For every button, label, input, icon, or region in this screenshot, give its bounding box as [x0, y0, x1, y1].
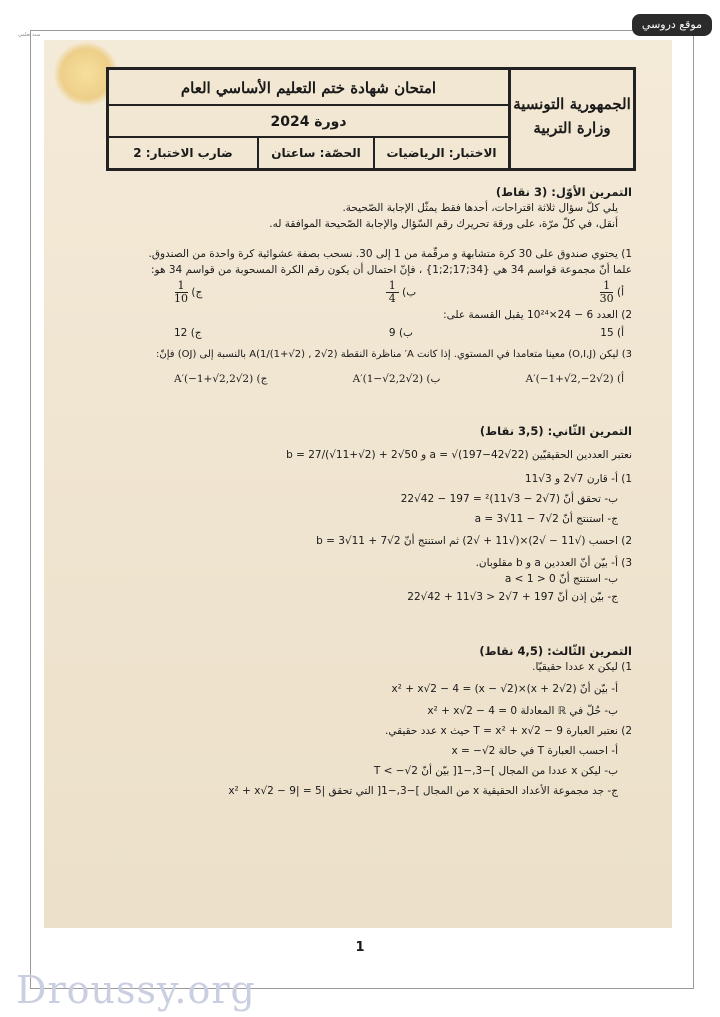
- ex1-q1-line2: علما أنّ مجموعة قواسم 34 هي {34;17;2;1} ، فإنّ احتمال أن يكون رقم الكرة المسحوبة من قواسم 34 هو:: [151, 264, 632, 276]
- exam-photo: [44, 40, 672, 928]
- duration-label: الحصّة: ساعتان: [257, 138, 373, 168]
- subject-label: الاختبار: الرياضيات: [373, 138, 508, 168]
- ministry-label: وزارة التربية: [533, 119, 611, 137]
- ex2-q3c: ج- بيّن إذن أنّ 197 + 7√2 < 3√11 + 42√22: [407, 591, 618, 603]
- ex3-q1a: أ- بيّن أنّ x² + x√2 − 4 = (x − √2)×(x + 2√2): [391, 683, 618, 695]
- header-institution: [508, 70, 633, 168]
- republic-label: الجمهورية التونسية: [513, 95, 631, 113]
- ex1-q2-text: 2) العدد 6 − 24×10²⁴ يقبل القسمة على:: [443, 309, 632, 321]
- ex3-q2c: ج- جد مجموعة الأعداد الحقيقية x من المجال ]−3,−1[ التي تحقق |x² + x√2 − 9| = 5: [228, 785, 618, 797]
- ex2-q3a: 3) أ- بيّن أنّ العددين a و b مقلوبان.: [475, 557, 632, 569]
- ex2-q1c: ج- استنتج أنّ a = 3√11 − 7√2: [474, 513, 618, 525]
- ex2-q2: 2) احسب (√11 − √2)×(√11 + √2) ثم استنتج أنّ b = 3√11 + 7√2: [316, 535, 632, 547]
- ex3-q1b: ب- حُلّ في ℝ المعادلة x² + x√2 − 4 = 0: [427, 705, 618, 717]
- ex2-q1b: ب- تحقق أنّ (7√2 − 3√11)² = 197 − 42√22: [400, 493, 618, 505]
- exam-title: امتحان شهادة ختم التعليم الأساسي العام: [109, 70, 508, 106]
- ex1-q2-choice-c: ج) 12: [174, 327, 202, 339]
- ex1-title: التمرين الأوّل: (3 نقاط): [495, 185, 632, 199]
- ex2-q1a: 1) أ- قارن 7√2 و 3√11: [524, 473, 632, 485]
- ex1-q3-choices: [114, 371, 632, 387]
- ex1-intro1: يلي كلّ سؤال ثلاثة اقتراحات، أحدها فقط يمثّل الإجابة الصّحيحة.: [342, 202, 618, 214]
- ex1-q1-choice-a: أ) $\frac{1}{30}$: [599, 279, 624, 305]
- session-label: دورة 2024: [109, 106, 508, 138]
- ex1-q2-choices: [114, 325, 632, 341]
- ex1-q1-line1: 1) يحتوي صندوق على 30 كرة متشابهة و مرقّمة من 1 إلى 30. نسحب بصفة عشوائية كرة واحدة من الصندوق.: [148, 248, 632, 260]
- ex1-q2-choice-a: أ) 15: [600, 327, 624, 339]
- ex1-q3-text: 3) ليكن (O,I,J) معينا متعامدا في المستوي. إذا كانت A′ مناظرة النقطة A(1/(1+√2) , 2√2) بالنسبة إلى (OJ) فإنّ:: [156, 349, 632, 360]
- site-badge[interactable]: موقع دروسي: [632, 14, 712, 36]
- ex1-q1-choices: [114, 280, 632, 305]
- exam-content: [114, 180, 632, 799]
- tiny-header: سنة تعلمي: [18, 32, 41, 38]
- ex2-q3b: ب- استنتج أنّ 0 < a < 1: [504, 573, 618, 585]
- ex3-q2: 2) نعتبر العبارة T = x² + x√2 − 9 حيث x عدد حقيقي.: [385, 725, 632, 737]
- ex1-intro2: أنقل، في كلّ مرّة، على ورقة تحريرك رقم السّؤال والإجابة الصّحيحة الموافقة له.: [269, 218, 618, 230]
- ex3-q2a: أ- احسب العبارة T في حالة x = −√2: [451, 745, 618, 757]
- ex2-title: التمرين الثّاني: (3,5 نقاط): [479, 424, 632, 438]
- ex1-q3-choice-c: ج) A′(−1+√2,2√2): [174, 373, 268, 385]
- ex3-q2b: ب- ليكن x عددا من المجال ]−3,−1[ بيّن أنّ T < −√2: [373, 765, 618, 777]
- ex3-q1: 1) ليكن x عددا حقيقيّا.: [532, 661, 632, 673]
- page-number: 1: [355, 940, 365, 955]
- ex2-definition: نعتبر العددين الحقيقيّين a = √(197−42√22) و b = 27/(√11+√2) + 2√50: [286, 449, 632, 461]
- ex3-title: التمرين الثّالث: (4,5 نقاط): [479, 644, 632, 658]
- ex1-q3-choice-a: أ) A′(−1+√2,−2√2): [525, 373, 624, 385]
- ex1-q2-choice-b: ب) 9: [388, 327, 413, 339]
- coefficient-label: ضارب الاختبار: 2: [133, 146, 233, 160]
- ex1-q1-choice-b: ب) $\frac{1}{4}$: [386, 280, 416, 305]
- ex1-q1-choice-c: ج) $\frac{1}{10}$: [174, 279, 203, 305]
- droussy-watermark: Droussy.org: [16, 968, 256, 1012]
- ex1-q3-choice-b: ب) A′(1−√2,2√2): [352, 373, 441, 385]
- exam-info-row: [109, 138, 508, 168]
- exam-header-table: [106, 67, 636, 171]
